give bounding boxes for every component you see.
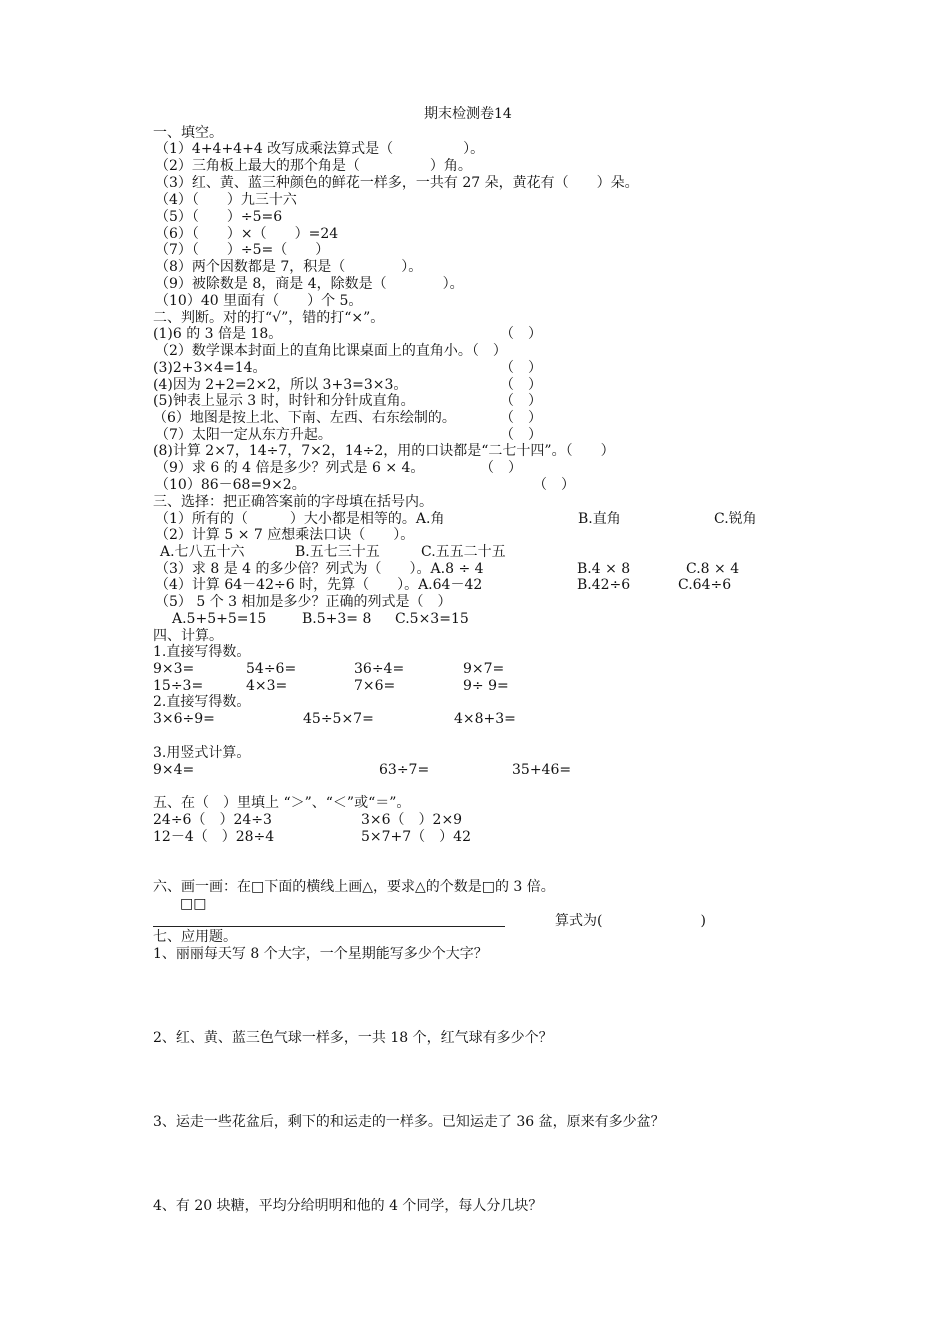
formula-blank: 算式为( ) — [555, 913, 706, 929]
choice-q4-option-b: B.42÷6 — [577, 577, 631, 593]
fill-q1: （1）4+4+4+4 改写成乘法算式是（ ）。 — [155, 141, 485, 157]
fill-q8: （8）两个因数都是 7，积是（ ）。 — [155, 259, 423, 275]
judge-item: (5)钟表上显示 3 时，时针和分针成直角。 — [153, 393, 415, 409]
choice-q5-option-b: B.5+3= 8 — [302, 611, 372, 627]
fill-q2: （2）三角板上最大的那个角是（ ）角。 — [155, 158, 472, 174]
calc-item: 4×8+3= — [454, 711, 516, 727]
fill-q10: （10）40 里面有（ ）个 5。 — [155, 293, 363, 309]
choice-q2-option-c: C.五五二十五 — [421, 544, 506, 560]
word-problem-2: 2、红、黄、蓝三色气球一样多，一共 18 个，红气球有多少个？ — [153, 1030, 553, 1046]
compare-item: 5×7+7（ ）42 — [361, 829, 471, 845]
calc-item: 45÷5×7= — [303, 711, 374, 727]
word-problem-1: 1、丽丽每天写 8 个大字，一个星期能写多少个大字？ — [153, 946, 488, 962]
fill-q6: （6）（ ）×（ ）=24 — [155, 226, 339, 242]
calc-item: 35+46= — [512, 762, 572, 778]
judge-item: （9）求 6 的 4 倍是多少？列式是 6 × 4。 — [155, 460, 425, 476]
fill-q7: （7）（ ）÷5=（ ） — [155, 242, 330, 258]
section-3-heading: 三、选择：把正确答案前的字母填在括号内。 — [153, 494, 433, 510]
compare-item: 24÷6（ ）24÷3 — [153, 812, 272, 828]
judge-paren: （ ） — [500, 326, 542, 342]
calc-sub-1: 1.直接写得数。 — [153, 644, 251, 660]
choice-q1-option-b: B.直角 — [578, 511, 621, 527]
section-4-heading: 四、计算。 — [153, 628, 223, 644]
section-1-heading: 一、填空。 — [153, 125, 223, 141]
judge-paren: （ ） — [500, 427, 542, 443]
choice-q3-option-b: B.4 × 8 — [577, 561, 631, 577]
judge-item: （2）数学课本封面上的直角比课桌面上的直角小。（ ） — [155, 343, 507, 359]
fill-q9: （9）被除数是 8，商是 4，除数是（ ）。 — [155, 276, 464, 292]
judge-item: (8)计算 2×7，14÷7，7×2，14÷2，用的口诀都是“二七十四”。（ ） — [153, 443, 615, 459]
fill-q5: （5）（ ）÷5=6 — [155, 209, 283, 225]
section-6-heading: 六、画一画：在□下面的横线上画△，要求△的个数是□的 3 倍。 — [153, 879, 555, 895]
calc-item: 7×6= — [354, 678, 396, 694]
page-title: 期末检测卷14 — [424, 106, 512, 122]
judge-paren: （ ） — [533, 477, 575, 493]
section-2-heading: 二、判断。对的打“√”，错的打“×”。 — [153, 310, 385, 326]
fill-q4: （4）（ ）九三十六 — [155, 192, 297, 208]
judge-item: （6）地图是按上北、下南、左西、右东绘制的。 — [153, 410, 456, 426]
square-shapes: □□ — [180, 896, 207, 912]
choice-q4: （4）计算 64－42÷6 时，先算（ ）。A.64－42 — [155, 577, 483, 593]
choice-q2-option-b: B.五七三十五 — [295, 544, 380, 560]
choice-q1-option-c: C.锐角 — [714, 511, 757, 527]
calc-sub-2: 2.直接写得数。 — [153, 694, 251, 710]
choice-q3-option-c: C.8 × 4 — [686, 561, 740, 577]
judge-paren: （ ） — [500, 393, 542, 409]
judge-paren: （ ） — [500, 377, 542, 393]
calc-item: 15÷3= — [153, 678, 204, 694]
judge-item: （10）86－68=9×2。 — [155, 477, 306, 493]
calc-item: 36÷4= — [354, 661, 405, 677]
choice-q5: （5） 5 个 3 相加是多少？正确的列式是（ ） — [155, 594, 452, 610]
word-problem-4: 4、有 20 块糖，平均分给明明和他的 4 个同学，每人分几块？ — [153, 1198, 543, 1214]
calc-item: 54÷6= — [246, 661, 297, 677]
judge-paren: （ ） — [500, 360, 542, 376]
choice-q5-option-c: C.5×3=15 — [395, 611, 469, 627]
calc-item: 9×4= — [153, 762, 195, 778]
judge-item: (4)因为 2+2=2×2，所以 3+3=3×3。 — [153, 377, 408, 393]
choice-q4-option-c: C.64÷6 — [678, 577, 732, 593]
calc-item: 4×3= — [246, 678, 288, 694]
choice-q2-option-a: A.七八五十六 — [160, 544, 245, 560]
choice-q2: （2）计算 5 × 7 应想乘法口诀（ ）。 — [155, 527, 415, 543]
word-problem-3: 3、运走一些花盆后，剩下的和运走的一样多。已知运走了 36 盆，原来有多少盆？ — [153, 1114, 665, 1130]
compare-item: 3×6（ ）2×9 — [361, 812, 463, 828]
calc-item: 9×3= — [153, 661, 195, 677]
fill-q3: （3）红、黄、蓝三种颜色的鲜花一样多，一共有 27 朵，黄花有（ ）朵。 — [155, 175, 639, 191]
judge-item: (1)6 的 3 倍是 18。 — [153, 326, 283, 342]
section-5-heading: 五、在（ ）里填上 “＞”、“＜”或“＝”。 — [153, 795, 411, 811]
choice-q3: （3）求 8 是 4 的多少倍？列式为（ ）。A.8 ÷ 4 — [155, 561, 484, 577]
calc-item: 63÷7= — [379, 762, 430, 778]
drawing-line — [153, 926, 505, 927]
judge-item: （7）太阳一定从东方升起。 — [155, 427, 332, 443]
choice-q1: （1）所有的（ ）大小都是相等的。A.角 — [155, 511, 445, 527]
judge-item: (3)2+3×4=14。 — [153, 360, 267, 376]
judge-paren: （ ） — [480, 460, 522, 476]
judge-paren: （ ） — [500, 410, 542, 426]
calc-item: 9×7= — [463, 661, 505, 677]
choice-q5-option-a: A.5+5+5=15 — [172, 611, 267, 627]
calc-item: 3×6÷9= — [153, 711, 215, 727]
calc-item: 9÷ 9= — [463, 678, 509, 694]
compare-item: 12－4（ ）28÷4 — [153, 829, 275, 845]
calc-sub-3: 3.用竖式计算。 — [153, 745, 251, 761]
section-7-heading: 七、应用题。 — [153, 929, 237, 945]
